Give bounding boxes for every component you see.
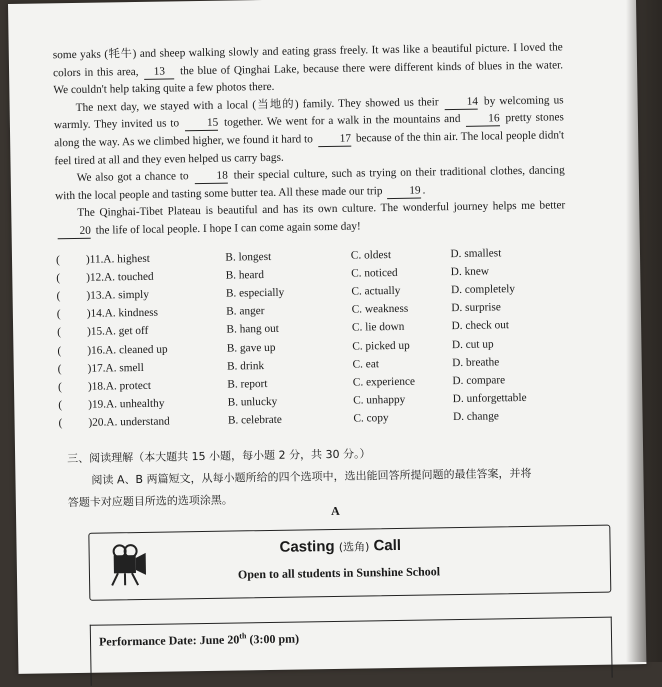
text: because of the thin air. The local people didn't feel tired at all and they even helped us carry bags. xyxy=(54,129,564,167)
option-c: C. weakness xyxy=(352,302,452,316)
option-d: D. completely xyxy=(451,282,577,296)
option-b: B. celebrate xyxy=(228,413,354,427)
performance-label: Performance Date: June 20 xyxy=(99,632,239,648)
text: their special culture, such as trying on their traditional clothes, dancing with the local people and tasting some butter tea. All these made our trip xyxy=(55,164,565,202)
option-a: )17.A. smell xyxy=(88,360,228,374)
answer-paren: ( xyxy=(58,417,88,429)
text: We also got a chance to xyxy=(77,170,189,184)
performance-date xyxy=(99,631,299,650)
option-c: C. copy xyxy=(353,411,453,425)
date-suffix: th xyxy=(239,631,246,640)
option-a: )12.A. touched xyxy=(86,270,226,284)
answer-paren: ( xyxy=(56,254,86,266)
text: The next day, we stayed with a local (当地的) family. They showed us their xyxy=(76,96,439,114)
answer-paren: ( xyxy=(57,308,87,320)
reading-section xyxy=(67,439,628,514)
paragraph-2 xyxy=(54,92,565,170)
text: some yaks (牦牛) and sheep walking slowly and eating grass freely. It was like a beautiful picture. I loved the colors in this area, xyxy=(53,41,563,79)
option-c: C. eat xyxy=(352,357,452,371)
text: together. We went for a walk in the mountains and xyxy=(224,113,461,129)
casting-title xyxy=(279,537,401,556)
option-c: C. unhappy xyxy=(353,393,453,407)
option-b: B. unlucky xyxy=(228,394,354,408)
text: The Qinghai-Tibet Plateau is beautiful and has its own culture. The wonderful journey helps me better xyxy=(77,200,565,220)
section-instruction: 阅读 A、B 两篇短文，从每小题所给的四个选项中，选出能回答所提问题的最佳答案，并将 xyxy=(67,461,627,492)
blank-18: 18 xyxy=(194,170,228,185)
answer-paren: ( xyxy=(58,399,88,411)
text: by welcoming us warmly. They invited us to xyxy=(54,94,564,132)
cloze-passage xyxy=(53,39,566,241)
option-b: B. gave up xyxy=(227,340,353,354)
blank-15: 15 xyxy=(185,117,219,132)
option-d: D. surprise xyxy=(451,300,577,314)
option-d: D. cut up xyxy=(452,337,578,351)
text: the blue of Qinghai Lake, because there were different kinds of blues in the water. We couldn't help taking quite a few photos there. xyxy=(53,59,563,97)
option-b: B. especially xyxy=(226,286,352,300)
answer-paren: ( xyxy=(57,326,87,338)
text: pretty stones along the way. As we climbed higher, we found it hard to xyxy=(54,112,564,150)
blank-17: 17 xyxy=(318,133,352,148)
option-a: )18.A. protect xyxy=(88,378,228,392)
option-c: C. lie down xyxy=(352,320,452,334)
option-b: B. anger xyxy=(226,304,352,318)
text: . xyxy=(423,184,426,196)
option-a: )11.A. highest xyxy=(86,252,226,266)
option-c: C. actually xyxy=(351,284,451,298)
article-label: A xyxy=(331,504,340,519)
option-c: C. experience xyxy=(353,375,453,389)
option-d: D. change xyxy=(453,409,579,423)
blank-16: 16 xyxy=(466,113,500,128)
answer-paren: ( xyxy=(56,272,86,284)
text: the life of local people. I hope I can come again some day! xyxy=(96,220,361,236)
option-b: B. heard xyxy=(226,268,352,282)
blank-13: 13 xyxy=(144,65,174,79)
blank-20: 20 xyxy=(57,225,91,240)
section-heading: 三、阅读理解（本大题共 15 小题，每小题 2 分，共 30 分。） xyxy=(67,439,627,470)
performance-info-box xyxy=(90,617,613,686)
answer-paren: ( xyxy=(58,362,88,374)
option-b: B. drink xyxy=(227,358,353,372)
question-list xyxy=(56,243,579,432)
option-a: )19.A. unhealthy xyxy=(88,396,228,410)
option-b: B. report xyxy=(227,376,353,390)
background-shadow xyxy=(626,0,662,662)
casting-subtitle: Open to all students in Sunshine School xyxy=(238,564,440,582)
option-a: )14.A. kindness xyxy=(87,306,227,320)
option-d: D. compare xyxy=(452,373,578,387)
option-d: D. breathe xyxy=(452,355,578,369)
title-word: Casting xyxy=(279,538,334,556)
option-d: D. smallest xyxy=(450,246,576,260)
paragraph-4 xyxy=(55,198,565,241)
option-a: )13.A. simply xyxy=(86,288,226,302)
title-chinese: (选角) xyxy=(339,540,370,553)
performance-time: (3:00 pm) xyxy=(246,632,299,647)
blank-14: 14 xyxy=(445,95,479,110)
paragraph-1 xyxy=(53,39,564,100)
answer-paren: ( xyxy=(57,344,87,356)
option-a: )20.A. understand xyxy=(88,414,228,428)
option-d: D. check out xyxy=(452,319,578,333)
casting-call-banner xyxy=(88,525,611,601)
section-instruction-cont: 答题卡对应题目所选的选项涂黑。 xyxy=(68,483,628,514)
film-camera-icon xyxy=(99,541,152,588)
option-a: )16.A. cleaned up xyxy=(87,342,227,356)
blank-19: 19 xyxy=(387,184,421,199)
option-b: B. hang out xyxy=(226,322,352,336)
title-word: Call xyxy=(373,537,401,554)
option-c: C. noticed xyxy=(351,266,451,280)
option-b: B. longest xyxy=(225,250,351,264)
answer-paren: ( xyxy=(58,380,88,392)
exam-paper xyxy=(8,0,646,674)
option-c: C. oldest xyxy=(351,248,451,262)
option-a: )15.A. get off xyxy=(87,324,227,338)
answer-paren: ( xyxy=(57,290,87,302)
option-d: D. unforgettable xyxy=(453,391,579,405)
option-d: D. knew xyxy=(451,264,577,278)
option-c: C. picked up xyxy=(352,339,452,353)
